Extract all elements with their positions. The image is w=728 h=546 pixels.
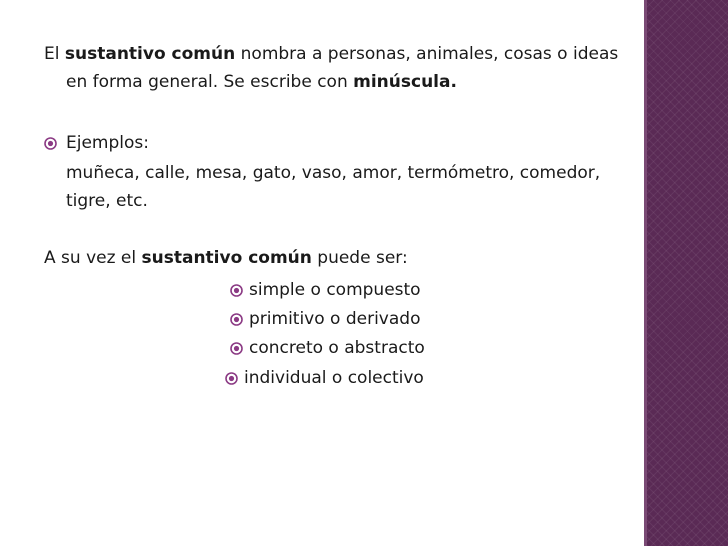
text-el: El: [44, 44, 60, 64]
term-sustantivo-comun: sustantivo común: [64, 44, 236, 64]
bullet-icon: [225, 372, 238, 385]
term-minuscula: minúscula.: [353, 72, 457, 92]
examples-line-1: muñeca, calle, mesa, gato, vaso, amor, termómetro, comedor,: [66, 163, 601, 183]
examples-label: Ejemplos:: [66, 133, 149, 153]
type-item: concreto o abstracto: [249, 338, 425, 358]
intro-text-2: puede ser:: [317, 248, 408, 268]
bullet-icon: [230, 313, 243, 326]
type-item: individual o colectivo: [244, 368, 424, 388]
term-sustantivo-comun-2: sustantivo común: [141, 248, 312, 268]
examples-line-2: tigre, etc.: [66, 191, 148, 211]
classification-intro: [44, 246, 408, 270]
bullet-icon: [44, 137, 57, 150]
bullet-icon: [230, 284, 243, 297]
definition-line-1: [44, 42, 618, 66]
definition-text: nombra a personas, animales, cosas o ideas: [240, 44, 619, 64]
definition-text-2: en forma general. Se escribe con: [66, 72, 348, 92]
intro-text: A su vez el: [44, 248, 137, 268]
bullet-icon: [230, 342, 243, 355]
decorative-band: [647, 0, 728, 546]
type-item: simple o compuesto: [249, 280, 421, 300]
type-item: primitivo o derivado: [249, 309, 421, 329]
definition-line-2: [66, 70, 457, 94]
